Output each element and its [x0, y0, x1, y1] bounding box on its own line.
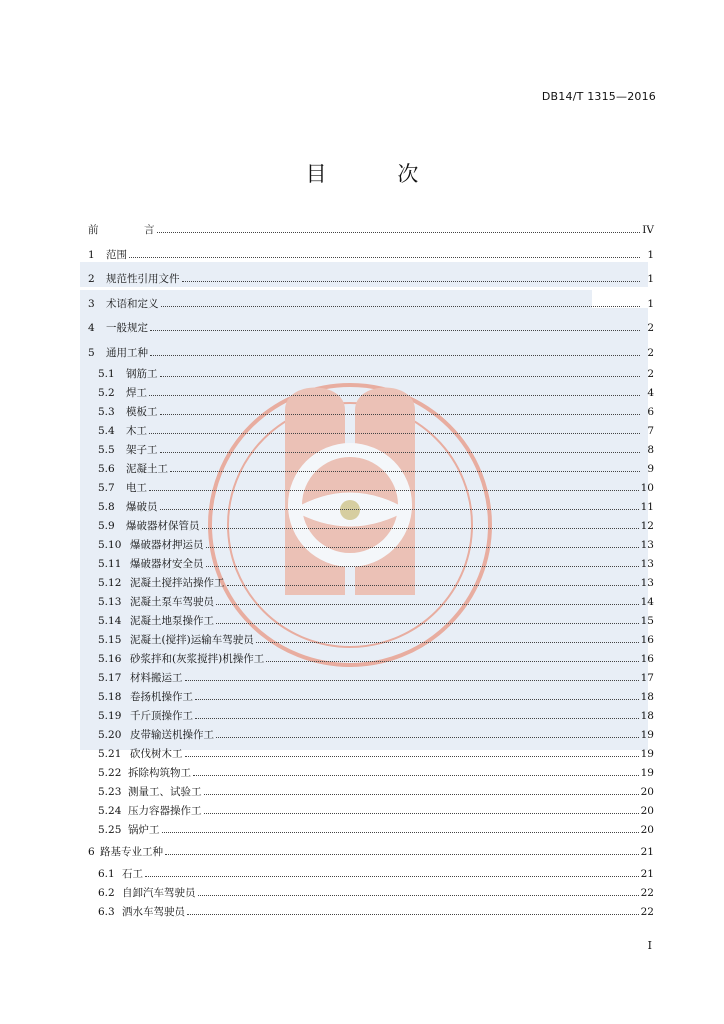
- toc-entry[interactable]: 5.16 砂浆拌和(灰浆搅拌)机操作工 16: [98, 653, 654, 665]
- toc-entry[interactable]: 5.25 锅炉工 20: [98, 824, 654, 836]
- toc-entry[interactable]: 5.3 模板工 6: [98, 406, 654, 418]
- toc-entry[interactable]: 5.12 泥凝土搅拌站操作工 13: [98, 577, 654, 589]
- page-number: I: [647, 939, 652, 952]
- toc-entry[interactable]: 5 通用工种 2: [88, 346, 654, 359]
- toc-entry[interactable]: 5.24 压力容器操作工 20: [98, 805, 654, 817]
- toc-entry[interactable]: 5.17 材料搬运工 17: [98, 672, 654, 684]
- toc-entry[interactable]: 5.11 爆破器材安全员 13: [98, 558, 654, 570]
- toc-entry[interactable]: 5.18 卷扬机操作工 18: [98, 691, 654, 703]
- toc-entry[interactable]: 5.19 千斤顶操作工 18: [98, 710, 654, 722]
- table-of-contents: [88, 218, 654, 922]
- toc-entry[interactable]: 5.4 木工 7: [98, 425, 654, 437]
- toc-entry[interactable]: 1 范围 1: [88, 248, 654, 261]
- std-code: DB14/T 1315—2016: [541, 90, 656, 103]
- toc-entry[interactable]: 5.9 爆破器材保管员 12: [98, 520, 654, 532]
- toc-entry[interactable]: 5.15 泥凝土(搅拌)运输车驾驶员 16: [98, 634, 654, 646]
- toc-entry[interactable]: 5.1 钢筋工 2: [98, 368, 654, 380]
- toc-entry[interactable]: 4 一般规定 2: [88, 322, 654, 334]
- toc-entry[interactable]: 3 术语和定义 1: [88, 297, 654, 310]
- toc-entry[interactable]: 5.21 砍伐树木工 19: [98, 748, 654, 760]
- toc-entry[interactable]: 5.6 泥凝土工 9: [98, 463, 654, 475]
- toc-entry[interactable]: 5.13 泥凝土泵车驾驶员 14: [98, 596, 654, 608]
- toc-entry[interactable]: 5.7 电工 10: [98, 482, 654, 494]
- toc-entry[interactable]: 6.1 石工 21: [98, 867, 654, 880]
- toc-entry[interactable]: 前 言 IV: [88, 224, 654, 236]
- toc-entry[interactable]: 5.20 皮带输送机操作工 19: [98, 729, 654, 741]
- toc-entry[interactable]: 6.3 洒水车驾驶员 22: [98, 905, 654, 918]
- toc-entry[interactable]: 5.14 泥凝土地泵操作工 15: [98, 615, 654, 627]
- toc-entry[interactable]: 5.8 爆破员 11: [98, 501, 654, 513]
- toc-entry[interactable]: 2 规范性引用文件 1: [88, 273, 654, 285]
- toc-entry[interactable]: 5.23 测量工、试验工 20: [98, 786, 654, 798]
- page-title: 目 次: [305, 162, 451, 186]
- toc-entry[interactable]: 5.2 焊工 4: [98, 387, 654, 399]
- toc-entry[interactable]: 6.2 自卸汽车驾驶员 22: [98, 886, 654, 899]
- toc-entry[interactable]: 5.22 拆除构筑物工 19: [98, 767, 654, 779]
- toc-entry[interactable]: 5.10 爆破器材押运员 13: [98, 539, 654, 551]
- toc-entry[interactable]: 5.5 架子工 8: [98, 444, 654, 456]
- toc-entry[interactable]: 6 路基专业工种 21: [88, 846, 654, 858]
